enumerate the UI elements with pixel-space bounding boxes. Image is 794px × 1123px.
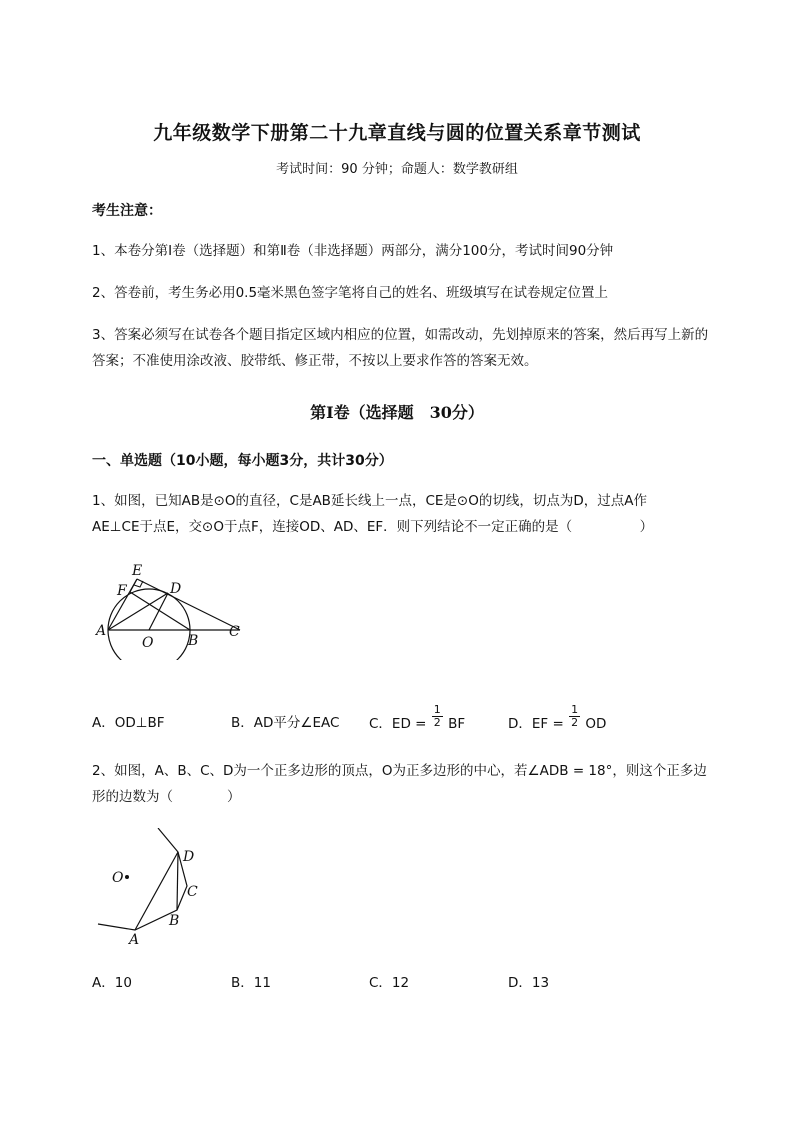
notice-item-3: 3、答案必须写在试卷各个题目指定区域内相应的位置，如需改动，先划掉原来的答案，然后再写上新的答案；不准使用涂改液、胶带纸、修正带，不按以上要求作答的答案无效。 xyxy=(92,327,709,369)
q1-option-c-fraction: $\frac{1}{2}$ xyxy=(433,703,441,729)
section-title: 第Ⅰ卷（选择题 30分） xyxy=(310,403,484,422)
q1-option-d-suffix: OD xyxy=(585,715,607,732)
label-a: A xyxy=(129,932,140,948)
label-b: B xyxy=(188,633,199,649)
q1-option-d-fraction: $\frac{1}{2}$ xyxy=(571,703,579,729)
q2-option-b[interactable]: B．11 xyxy=(231,975,271,991)
question-1-line-2: AE⊥CE于点E，交⊙O于点F，连接OD、AD、EF．则下列结论不一定正确的是（ ） xyxy=(92,519,654,535)
q2-option-c[interactable]: C．12 xyxy=(369,975,410,991)
page-title: 九年级数学下册第二十九章直线与圆的位置关系章节测试 xyxy=(153,122,641,144)
q1-option-d[interactable] xyxy=(508,703,607,732)
label-e: E xyxy=(132,563,143,579)
q1-option-c-prefix: C．ED = xyxy=(369,715,427,732)
notice-item-2: 2、答卷前，考生务必用0.5毫米黑色签字笔将自己的姓名、班级填写在试卷规定位置上 xyxy=(92,285,609,301)
q2-option-d[interactable]: D．13 xyxy=(508,975,550,991)
label-c: C xyxy=(229,624,240,640)
question-1-line-1: 1、如图，已知AB是⊙O的直径，C是AB延长线上一点，CE是⊙O的切线，切点为D，过点A作 xyxy=(92,493,647,509)
q2-option-a[interactable]: A．10 xyxy=(92,975,132,991)
line-db xyxy=(177,852,178,910)
q1-option-a[interactable]: A．OD⊥BF xyxy=(92,715,165,731)
notice-item-1: 1、本卷分第Ⅰ卷（选择题）和第Ⅱ卷（非选择题）两部分，满分100分，考试时间90分钟 xyxy=(92,243,614,259)
label-d: D xyxy=(183,849,195,865)
label-o: O xyxy=(142,635,154,651)
q1-option-c[interactable] xyxy=(369,703,466,732)
q1-option-c-suffix: BF xyxy=(448,715,466,732)
label-a: A xyxy=(96,623,107,639)
label-b: B xyxy=(169,913,180,929)
q1-option-b[interactable]: B．AD平分∠EAC xyxy=(231,715,340,731)
q1-option-d-prefix: D．EF = xyxy=(508,715,564,732)
label-o: O xyxy=(112,870,124,886)
notice-heading: 考生注意： xyxy=(92,203,162,219)
label-d: D xyxy=(170,581,182,597)
question-2-line-2: 形的边数为（ ） xyxy=(92,789,241,805)
part-heading: 一、单选题（10小题，每小题3分，共计30分） xyxy=(92,453,393,469)
question-2-figure xyxy=(90,828,220,950)
label-c: C xyxy=(187,884,198,900)
label-f: F xyxy=(117,583,127,599)
question-2-line-1: 2、如图，A、B、C、D为一个正多边形的顶点，O为正多边形的中心，若∠ADB = 18°，则这个正多边 xyxy=(92,763,707,779)
exam-info: 考试时间：90 分钟；命题人：数学教研组 xyxy=(276,162,518,177)
center-point-o xyxy=(125,875,129,879)
question-1-figure xyxy=(90,560,260,660)
